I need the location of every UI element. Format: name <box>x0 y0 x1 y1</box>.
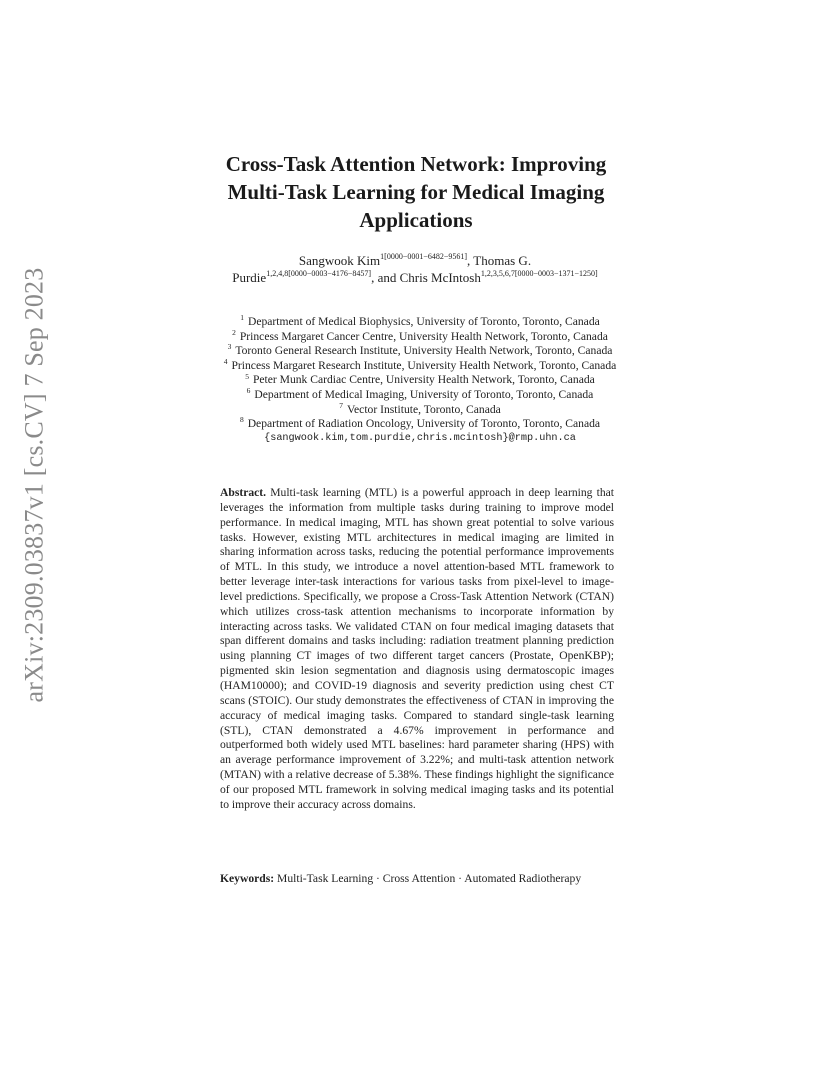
arxiv-identifier-text: arXiv:2309.03837v1 [cs.CV] 7 Sep 2023 <box>19 267 49 703</box>
affiliation-number: 2 <box>232 327 236 337</box>
affiliation-number: 3 <box>227 342 232 352</box>
affiliation-item <box>150 373 690 388</box>
affiliation-number: 4 <box>223 356 228 366</box>
affiliation-number: 1 <box>240 313 244 323</box>
title-line-3: Applications <box>359 208 473 232</box>
author-3-name: , and Chris McIntosh <box>371 270 481 285</box>
author-1-name: Sangwook Kim <box>298 253 381 268</box>
author-2-orcid: 1,2,4,8[0000−0003−4176−8457] <box>266 268 372 278</box>
affiliation-item <box>150 315 690 330</box>
affiliation-text: Department of Medical Biophysics, University of Toronto, Toronto, Canada <box>247 315 600 328</box>
affiliation-list <box>150 315 690 446</box>
abstract-label: Abstract. <box>220 486 267 499</box>
author-1-orcid: 1[0000−0001−6482−9561] <box>380 251 468 261</box>
keywords <box>220 872 614 887</box>
affiliation-text: Department of Radiation Oncology, University of Toronto, Toronto, Canada <box>247 417 601 431</box>
arxiv-identifier-stamp <box>14 267 54 703</box>
title-line-2: Multi-Task Learning for Medical Imaging <box>227 180 605 204</box>
affiliation-text: Princess Margaret Research Institute, University Health Network, Toronto, Canada <box>231 358 617 372</box>
affiliation-text: Princess Margaret Cancer Centre, University Health Network, Toronto, Canada <box>239 329 608 343</box>
affiliation-item <box>150 344 690 359</box>
affiliation-text: Department of Medical Imaging, University of Toronto, Toronto, Canada <box>254 387 594 401</box>
affiliation-number: 5 <box>245 371 249 381</box>
keywords-label: Keywords: <box>220 872 275 885</box>
title-line-1: Cross-Task Attention Network: Improving <box>225 152 607 176</box>
abstract-body: Multi-task learning (MTL) is a powerful approach in deep learning that leverages the information from multiple tasks during training to improve model performance. In medical imaging, MTL has shown great potential to solve various tasks. However, existing MTL architectures in medical imaging are limited in sharing information across tasks, reducing the potential performance improvements of MTL. In this study, we introduce a novel attention-based MTL framework to better leverage inter-task interactions for various tasks from pixel-level to image-level predictions. Specifically, we propose a Cross-Task Attention Network (CTAN) which utilizes cross-task attention mechanisms to incorporate information by interacting across tasks. We validated CTAN on four medical imaging datasets that span different domains and tasks including: radiation treatment planning prediction using planning CT images of two different target cancers (Prostate, OpenKBP); pigmented skin lesion segmentation and diagnosis using dermatoscopic images (HAM10000); and COVID-19 diagnosis and severity prediction using chest CT scans (STOIC). Our study demonstrates the effectiveness of CTAN in improving the accuracy of medical imaging tasks. Compared to standard single-task learning (STL), CTAN demonstrated a 4.67% improvement in performance and outperformed both widely used MTL baselines: hard parameter sharing (HPS) with an average performance improvement of 3.22%; and multi-task attention network (MTAN) with a relative decrease of 5.38%. These findings highlight the significance of our proposed MTL framework in solving medical imaging tasks and its potential to improve their accuracy across domains. <box>220 486 614 811</box>
affiliation-number: 7 <box>339 400 343 410</box>
author-list <box>230 252 600 286</box>
author-3-orcid: 1,2,3,5,6,7[0000−0003−1371−1250] <box>480 268 598 278</box>
affiliation-text: Vector Institute, Toronto, Canada <box>346 402 501 416</box>
affiliation-item <box>150 400 690 418</box>
keywords-text: Multi-Task Learning · Cross Attention · Automated Radiotherapy <box>277 872 582 885</box>
affiliation-item <box>150 417 690 432</box>
affiliation-item <box>150 327 690 345</box>
author-2-name: , Thomas G. Purdie <box>232 253 532 285</box>
affiliation-text: Toronto General Research Institute, University Health Network, Toronto, Canada <box>235 344 613 358</box>
affiliation-item <box>150 356 690 374</box>
affiliation-number: 8 <box>239 415 244 425</box>
paper-title <box>190 150 642 234</box>
affiliation-item <box>150 388 690 403</box>
author-emails: {sangwook.kim,tom.purdie,chris.mcintosh}@rmp.uhn.ca <box>264 432 576 444</box>
affiliation-text: Peter Munk Cardiac Centre, University Health Network, Toronto, Canada <box>252 373 595 387</box>
abstract <box>220 486 614 813</box>
affiliation-number: 6 <box>246 386 251 396</box>
